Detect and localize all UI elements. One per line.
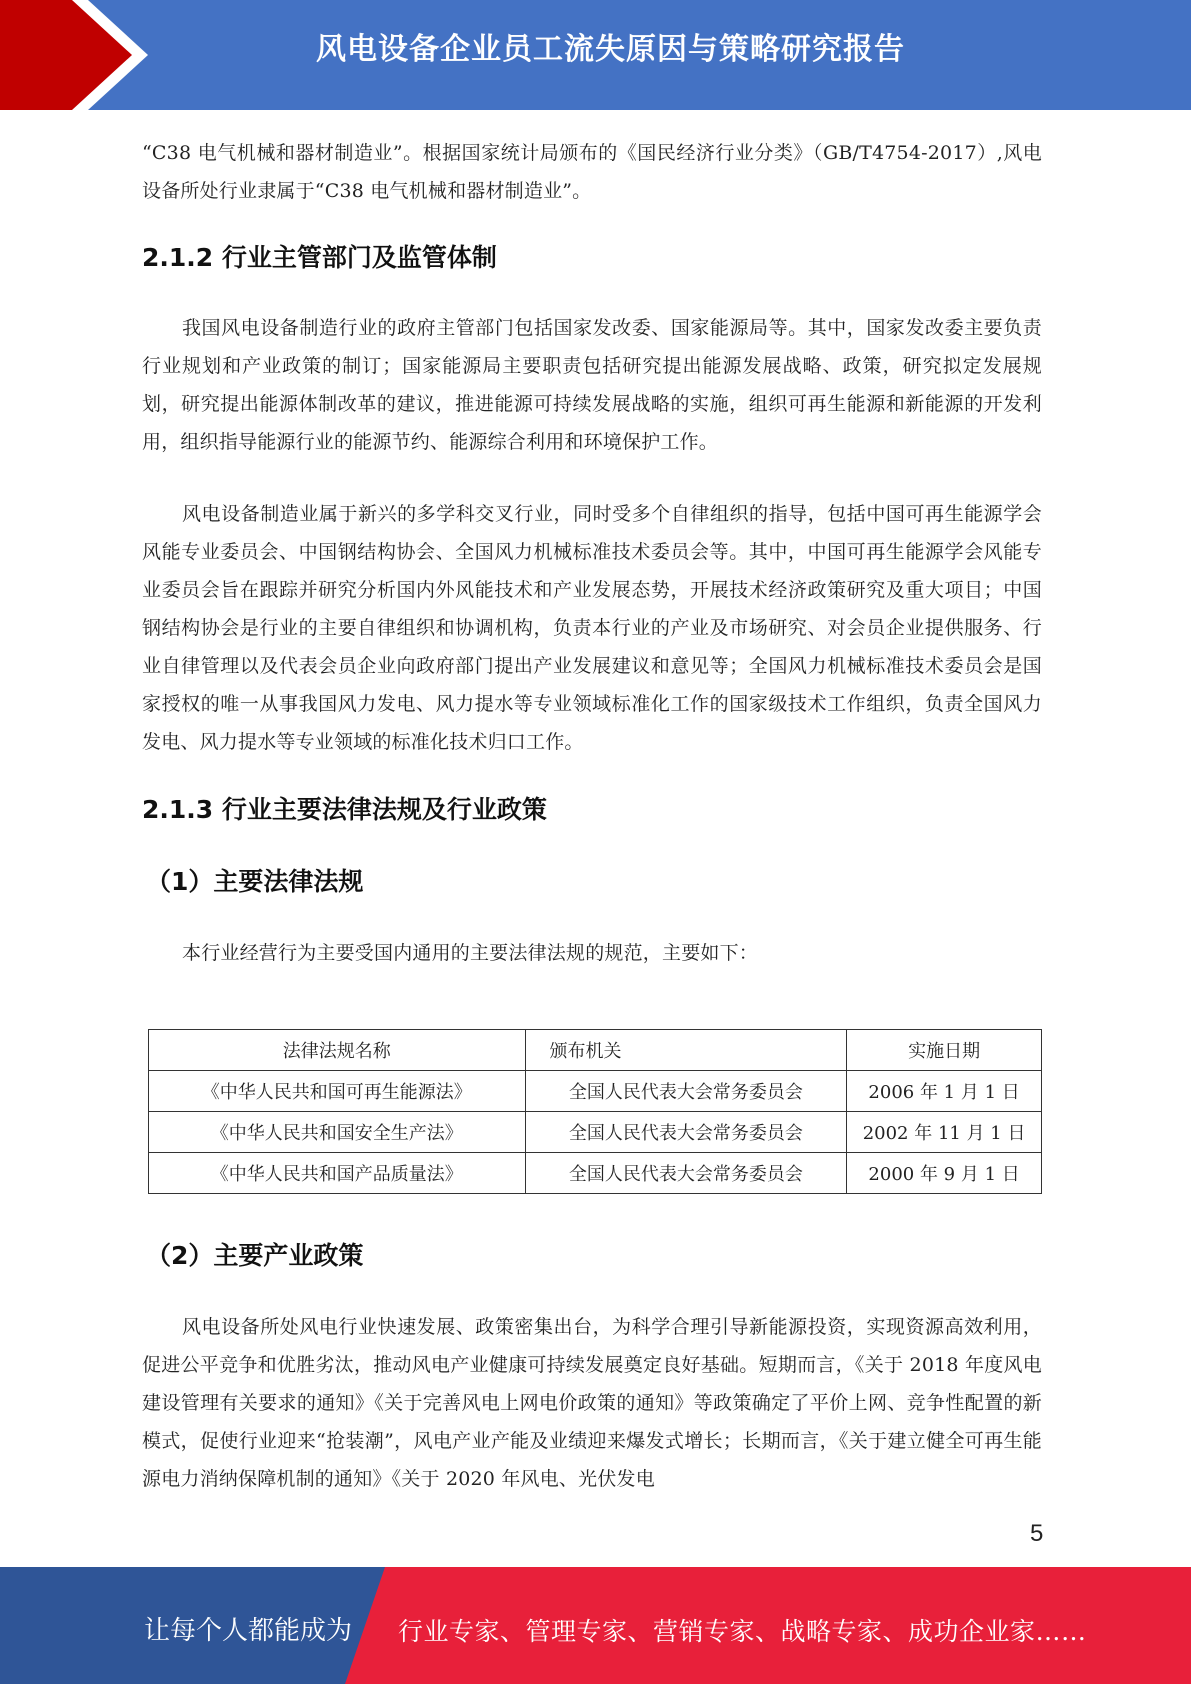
table-cell: 全国人民代表大会常务委员会 <box>525 1112 847 1153</box>
table-cell: 《中华人民共和国产品质量法》 <box>149 1153 526 1194</box>
paragraph-intro: “C38 电气机械和器材制造业”。根据国家统计局颁布的《国民经济行业分类》（GB/T4754-2017）,风电设备所处行业隶属于“C38 电气机械和器材制造业”。 <box>142 142 1042 202</box>
table-cell: 全国人民代表大会常务委员会 <box>525 1153 847 1194</box>
footer-slogan-left: 让每个人都能成为 <box>144 1616 353 1646</box>
section-heading-2-1-3: 2.1.3 行业主要法律法规及行业政策 <box>142 795 547 824</box>
paragraph-policies: 风电设备所处风电行业快速发展、政策密集出台，为科学合理引导新能源投资，实现资源高效利用，促进公平竞争和优胜劣汰，推动风电产业健康可持续发展奠定良好基础。短期而言，《关于 2018 年度风电建设管理有关要求的通知》《关于完善风电上网电价政策的通知》等政策确定了平价上网、竞争性配置的新模式，促使行业迎来“抢装潮”，风电产业产能及业绩迎来爆发式增长；长期而言，《关于建立健全可再生能源电力消纳保障机制的通知》《关于 2020 年风电、光伏发电 <box>142 1316 1042 1490</box>
subheading-policies: （2）主要产业政策 <box>146 1241 364 1270</box>
table-row <box>149 1071 1042 1112</box>
paragraph-laws-intro: 本行业经营行为主要受国内通用的主要法律法规的规范，主要如下： <box>182 942 759 964</box>
report-title: 风电设备企业员工流失原因与策略研究报告 <box>316 32 905 67</box>
table-cell: 《中华人民共和国安全生产法》 <box>149 1112 526 1153</box>
paragraph-regulators: 我国风电设备制造行业的政府主管部门包括国家发改委、国家能源局等。其中，国家发改委主要负责行业规划和产业政策的制订；国家能源局主要职责包括研究提出能源发展战略、政策，研究拟定发展规划，研究提出能源体制改革的建议，推进能源可持续发展战略的实施，组织可再生能源和新能源的开发利用，组织指导能源行业的能源节约、能源综合利用和环境保护工作。 <box>142 317 1042 453</box>
page-header <box>0 0 1191 110</box>
table-cell: 2006 年 1 月 1 日 <box>847 1071 1042 1112</box>
paragraph-self-regulation: 风电设备制造业属于新兴的多学科交叉行业，同时受多个自律组织的指导，包括中国可再生能源学会风能专业委员会、中国钢结构协会、全国风力机械标准技术委员会等。其中，中国可再生能源学会风能专业委员会旨在跟踪并研究分析国内外风能技术和产业发展态势，开展技术经济政策研究及重大项目；中国钢结构协会是行业的主要自律组织和协调机构，负责本行业的产业及市场研究、对会员企业提供服务、行业自律管理以及代表会员企业向政府部门提出产业发展建议和意见等；全国风力机械标准技术委员会是国家授权的唯一从事我国风力发电、风力提水等专业领域标准化工作的国家级技术工作组织，负责全国风力发电、风力提水等专业领域的标准化技术归口工作。 <box>142 503 1042 753</box>
laws-table <box>148 1029 1042 1194</box>
subheading-laws: （1）主要法律法规 <box>146 867 364 896</box>
table-cell: 2000 年 9 月 1 日 <box>847 1153 1042 1194</box>
table-header-cell: 实施日期 <box>847 1030 1042 1071</box>
table-header-row <box>149 1030 1042 1071</box>
table-row <box>149 1112 1042 1153</box>
table-cell: 全国人民代表大会常务委员会 <box>525 1071 847 1112</box>
footer-slogan-right: 行业专家、管理专家、营销专家、战略专家、成功企业家…… <box>398 1617 1087 1646</box>
table-row <box>149 1153 1042 1194</box>
page-number: 5 <box>1030 1520 1044 1547</box>
table-header-cell: 法律法规名称 <box>149 1030 526 1071</box>
table-cell: 2002 年 11 月 1 日 <box>847 1112 1042 1153</box>
section-heading-2-1-2: 2.1.2 行业主管部门及监管体制 <box>142 243 497 272</box>
table-header-cell: 颁布机关 <box>525 1030 847 1071</box>
table-cell: 《中华人民共和国可再生能源法》 <box>149 1071 526 1112</box>
